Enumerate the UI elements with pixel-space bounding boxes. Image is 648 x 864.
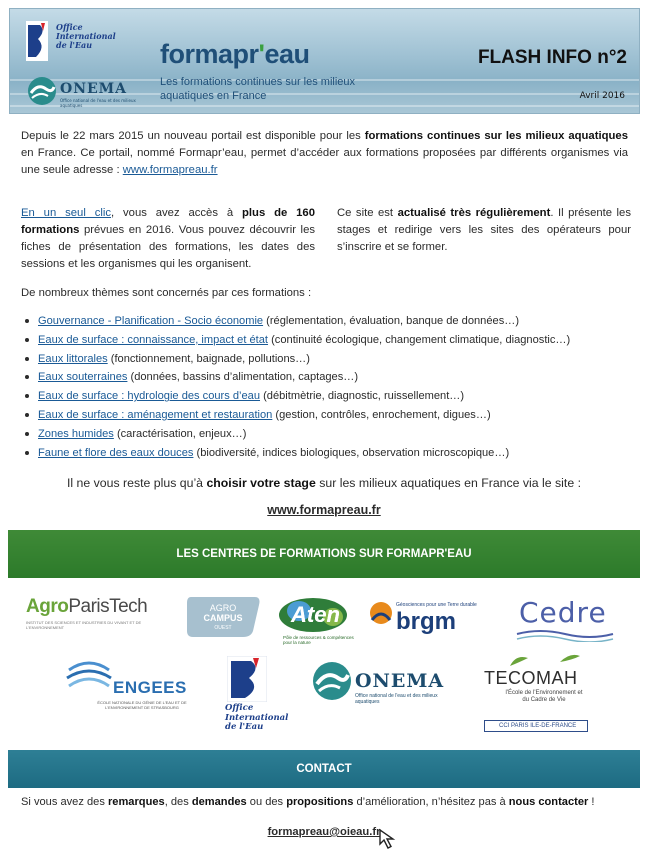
onema-name: ONEMA [355,670,445,692]
theme-link[interactable]: Eaux de surface : connaissance, impact et état [38,333,269,346]
choose-bold: choisir votre stage [206,476,316,490]
remark-text: Si vous avez des [21,796,108,808]
agro-subtitle: INSTITUT DES SCIENCES ET INDUSTRIES DU VIVANT ET DE L'ENVIRONNEMENT [26,620,142,630]
remark-bold: remarques [107,796,165,808]
remark-bold: nous contacter [508,796,589,808]
aten-logo[interactable] [277,597,357,647]
oieau-logo-large[interactable] [225,656,295,736]
left-text: prévues en 2016. Vous pouvez découvrir les fiches de présentation des formations, les dates des sessions et les organismes qui les organisent. [21,224,315,270]
onema-wave-icon [311,660,353,702]
list-item [21,331,628,350]
flash-info-title: FLASH INFO n°2 [477,47,627,68]
onema-wave-icon [26,75,58,107]
list-item [21,444,628,463]
onema-subtitle: Office national de l'eau et des milieux aquatiques [60,98,136,108]
engees-logo[interactable] [65,656,200,712]
onema-logo-large[interactable] [311,656,446,706]
left-text: , vous avez accès à [111,207,242,219]
site-link-row [0,503,648,517]
campus-line: CAMPUS [203,613,243,623]
left-bold: plus de 160 formations [21,207,315,236]
remark-text: , des [164,796,192,808]
agrocampus-text [183,603,263,633]
list-item [21,368,628,387]
oieau-line: Office [225,703,254,713]
onema-logo [26,75,146,109]
centres-section-title: LES CENTRES DE FORMATIONS SUR FORMAPR'EAU [8,530,640,578]
right-bold: actualisé très régulièrement [397,207,551,219]
oieau-logo [26,19,146,69]
onema-subtitle: Office national de l'eau et des milieux aquatiques [355,693,438,705]
formapreau-link[interactable]: www.formapreau.fr [122,164,218,176]
cedre-logo[interactable] [515,598,615,640]
theme-link[interactable]: Faune et flore des eaux douces [38,446,194,459]
theme-desc: (continuité écologique, changement climatique, diagnostic…) [268,333,571,346]
theme-desc: (données, bassins d’alimentation, captages…) [127,371,359,384]
theme-desc: (débitmètrie, diagnostic, ruissellement…) [260,390,465,403]
list-item [21,425,628,444]
contact-section-title: CONTACT [8,750,640,788]
oieau-line: International [225,712,289,723]
brand-tagline: Les formations continues sur les milieux aquatiques en France [160,76,356,102]
list-item [21,350,628,369]
cci-badge: CCI PARIS ILE-DE-FRANCE [484,720,588,732]
oieau-mark-icon [26,21,48,61]
right-column [337,205,631,256]
brand-left: formapr [160,39,259,69]
brgm-name: brgm [396,608,456,635]
choose-text: Il ne vous reste plus qu’à [66,476,207,490]
brgm-logo[interactable] [368,598,498,638]
remark-text: ! [588,796,595,808]
tecomah-subtitle: l'École de l'Environnement et du Cadre de Vie [505,690,583,703]
brand-quote: ' [258,39,265,69]
theme-desc: (fonctionnement, baignade, pollutions…) [107,352,310,365]
pointer-cursor-icon [378,828,400,850]
choose-stage-text [0,476,648,490]
brgm-subtitle: Géosciences pour une Terre durable [396,602,477,608]
engees-name: ENGEES [113,678,187,697]
aten-name: Aten [291,602,340,627]
theme-desc: (gestion, contrôles, enrochement, digues…) [272,408,491,421]
theme-desc: (réglementation, évaluation, banque de données…) [263,315,520,327]
brand-right: eau [264,39,310,69]
aten-subtitle: Pôle de ressources & compétences pour la nature [283,635,354,645]
right-text: . Il présente les stages et redirige vers les sites des opérateurs pour s’inscrire et se former. [337,207,631,253]
themes-intro: De nombreux thèmes sont concernés par ces formations : [21,287,312,299]
agro-text: Agro [26,596,69,617]
newsletter-header [9,8,640,114]
oieau-mark-icon [227,656,267,702]
oieau-line: International [56,31,116,41]
oieau-line: de l'Eau [225,722,264,732]
list-item [21,406,628,425]
tecomah-logo[interactable] [480,652,600,736]
theme-link[interactable]: Eaux de surface : hydrologie des cours d’eau [38,390,261,403]
right-text: Ce site est [337,207,398,219]
formapreau-brand [160,39,309,70]
brgm-mark-icon [368,600,394,630]
engees-wave-icon [65,656,113,700]
intro-text: Depuis le 22 mars 2015 un nouveau portail est disponible pour les [21,130,365,142]
onema-name: ONEMA [60,81,128,97]
remark-bold: propositions [286,796,354,808]
intro-paragraph [21,128,628,179]
list-item [21,312,628,331]
tecomah-name: TECOMAH [484,668,578,688]
agroparistech-logo[interactable] [26,596,166,636]
cedre-wave-icon [515,628,615,642]
email-row [0,826,648,838]
theme-link[interactable]: Eaux souterraines [38,371,128,384]
theme-link[interactable]: Zones humides [38,427,114,440]
theme-link[interactable]: Gouvernance - Planification - Socio économie [38,315,264,327]
theme-desc: (biodiversité, indices biologiques, observation microscopique…) [193,446,510,459]
cedre-name: Cedre [519,596,607,629]
issue-date: Avril 2016 [579,91,625,101]
theme-desc: (caractérisation, enjeux…) [113,427,247,440]
agrocampus-ouest-logo[interactable] [183,593,263,639]
oieau-line: Office [56,22,83,32]
contact-remark [21,796,628,808]
choose-text: sur les milieux aquatiques en France via le site : [315,476,581,490]
left-column [21,205,315,273]
campus-line: AGRO [209,603,237,613]
themes-list [21,312,628,462]
theme-link[interactable]: Eaux littorales [38,352,108,365]
one-click-link[interactable]: En un seul clic [21,207,112,219]
email-link[interactable]: formapreau@oieau.fr [267,826,381,838]
remark-text: ou des [246,796,287,808]
remark-text: d’amélioration, n’hésitez pas à [353,796,509,808]
site-link[interactable]: www.formapreau.fr [267,503,381,517]
remark-bold: demandes [191,796,247,808]
list-item [21,387,628,406]
engees-subtitle: ÉCOLE NATIONALE DU GÉNIE DE L'EAU ET DE L'ENVIRONNEMENT DE STRASBOURG [97,700,187,710]
theme-link[interactable]: Eaux de surface : aménagement et restauration [38,408,273,421]
oieau-line: de l'Eau [56,40,93,50]
intro-bold: formations continues sur les milieux aquatiques [364,130,628,142]
campus-line: OUEST [214,625,232,631]
paristech-text: ParisTech [68,596,148,617]
intro-text: en France. Ce portail, nommé Formapr’eau, permet d’accéder aux formations proposées par différents organismes via une seule adresse : [21,147,628,176]
